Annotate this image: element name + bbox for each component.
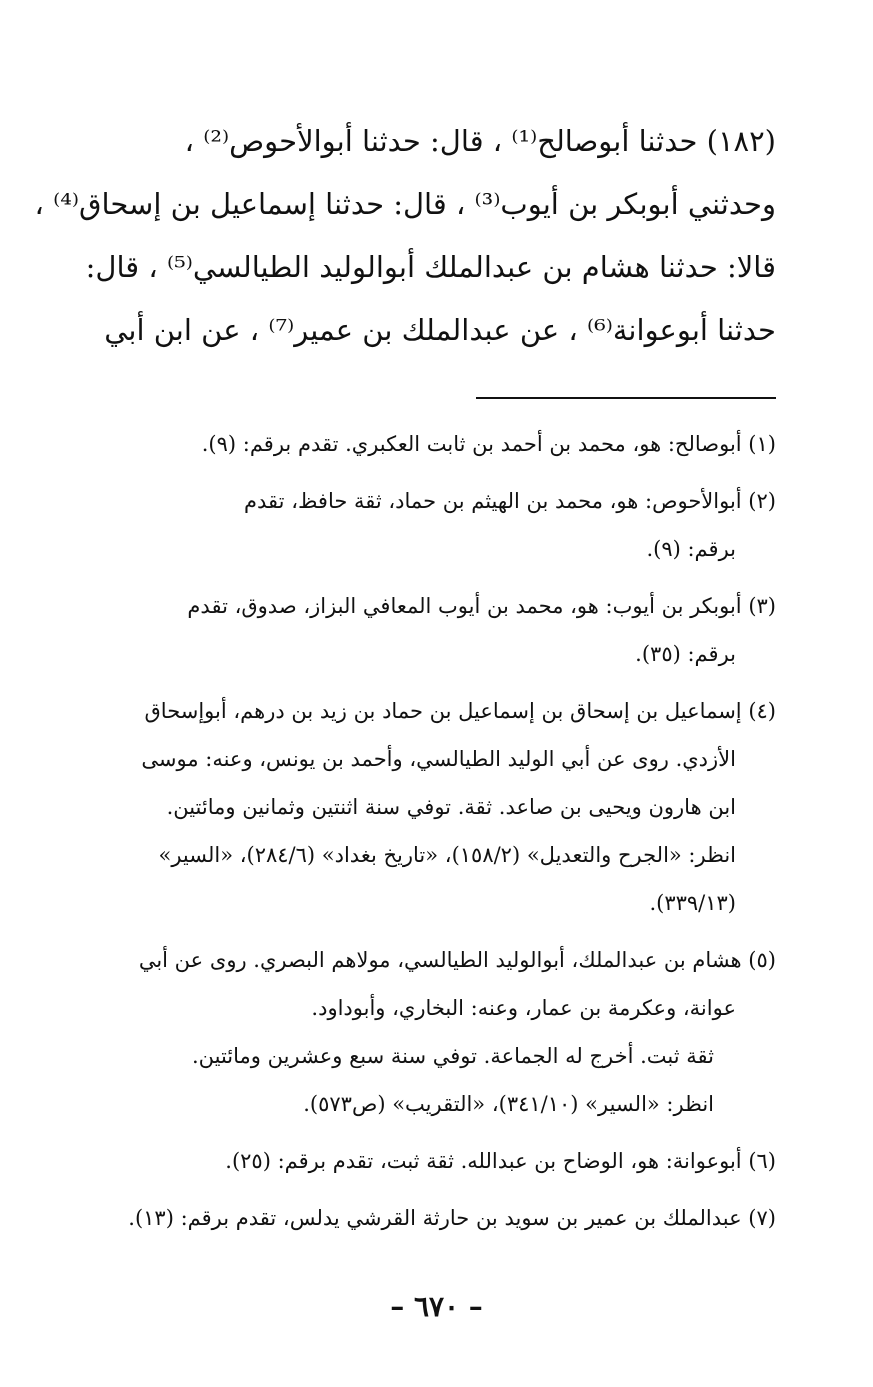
footnote-3 — [70, 582, 776, 678]
footnote-6 — [70, 1137, 776, 1185]
footnote-line: عوانة، وعكرمة بن عمار، وعنه: البخاري، وأبوداود. — [311, 996, 736, 1020]
footnote-line: برقم: (٣٥). — [635, 642, 736, 666]
footnote-line: (٦) أبوعوانة: هو، الوضاح بن عبدالله. ثقة ثبت، تقدم برقم: (٢٥). — [225, 1149, 776, 1173]
page-number: – ٦٧٠ – — [390, 1290, 483, 1323]
footnote-line: (٤) إسماعيل بن إسحاق بن إسماعيل بن حماد بن زيد بن درهم، أبوإسحاق — [144, 699, 776, 723]
footnote-line: انظر: «السير» (٣٤١/١٠)، «التقريب» (ص٥٧٣). — [303, 1092, 714, 1116]
footnote-line: (٥) هشام بن عبدالملك، أبوالوليد الطيالسي، مولاهم البصري. روى عن أبي — [138, 948, 776, 972]
main-line-1: (١٨٢) حدثنا أبوصالح⁽¹⁾ ، قال: حدثنا أبوالأحوص⁽²⁾ ، — [184, 124, 776, 158]
footnote-separator — [476, 397, 776, 399]
footnote-line: (٧) عبدالملك بن عمير بن سويد بن حارثة القرشي يدلس، تقدم برقم: (١٣). — [128, 1206, 776, 1230]
main-line-2: وحدثني أبوبكر بن أيوب⁽³⁾ ، قال: حدثنا إسماعيل بن إسحاق⁽⁴⁾ ، — [34, 187, 776, 221]
footnote-5 — [70, 936, 776, 1128]
footnote-line: (٣) أبوبكر بن أيوب: هو، محمد بن أيوب المعافي البزاز، صدوق، تقدم — [187, 594, 776, 618]
main-line-4: حدثنا أبوعوانة⁽⁶⁾ ، عن عبدالملك بن عمير⁽⁷⁾ ، عن ابن أبي — [104, 313, 776, 347]
footnote-4 — [70, 687, 776, 927]
footnote-line: انظر: «الجرح والتعديل» (١٥٨/٢)، «تاريخ بغداد» (٢٨٤/٦)، «السير» — [158, 843, 736, 867]
footnote-7 — [70, 1194, 776, 1242]
footnote-line: ثقة ثبت. أخرج له الجماعة. توفي سنة سبع وعشرين ومائتين. — [191, 1044, 714, 1068]
footnote-1 — [70, 420, 776, 468]
main-text — [34, 110, 776, 362]
main-line-3: قالا: حدثنا هشام بن عبدالملك أبوالوليد الطيالسي⁽⁵⁾ ، قال: — [85, 250, 776, 284]
footnote-line: (٣٣٩/١٣). — [649, 891, 736, 915]
footnote-line: ابن هارون ويحيى بن صاعد. ثقة. توفي سنة اثنتين وثمانين ومائتين. — [166, 795, 736, 819]
footnote-2 — [70, 477, 776, 573]
footnote-line: (٢) أبوالأحوص: هو، محمد بن الهيثم بن حماد، ثقة حافظ، تقدم — [244, 489, 776, 513]
footnote-line: الأزدي. روى عن أبي الوليد الطيالسي، وأحمد بن يونس، وعنه: موسى — [141, 747, 736, 771]
footnote-line: (١) أبوصالح: هو، محمد بن أحمد بن ثابت العكبري. تقدم برقم: (٩). — [201, 432, 776, 456]
footnotes — [70, 420, 776, 1251]
footnote-line: برقم: (٩). — [646, 537, 736, 561]
